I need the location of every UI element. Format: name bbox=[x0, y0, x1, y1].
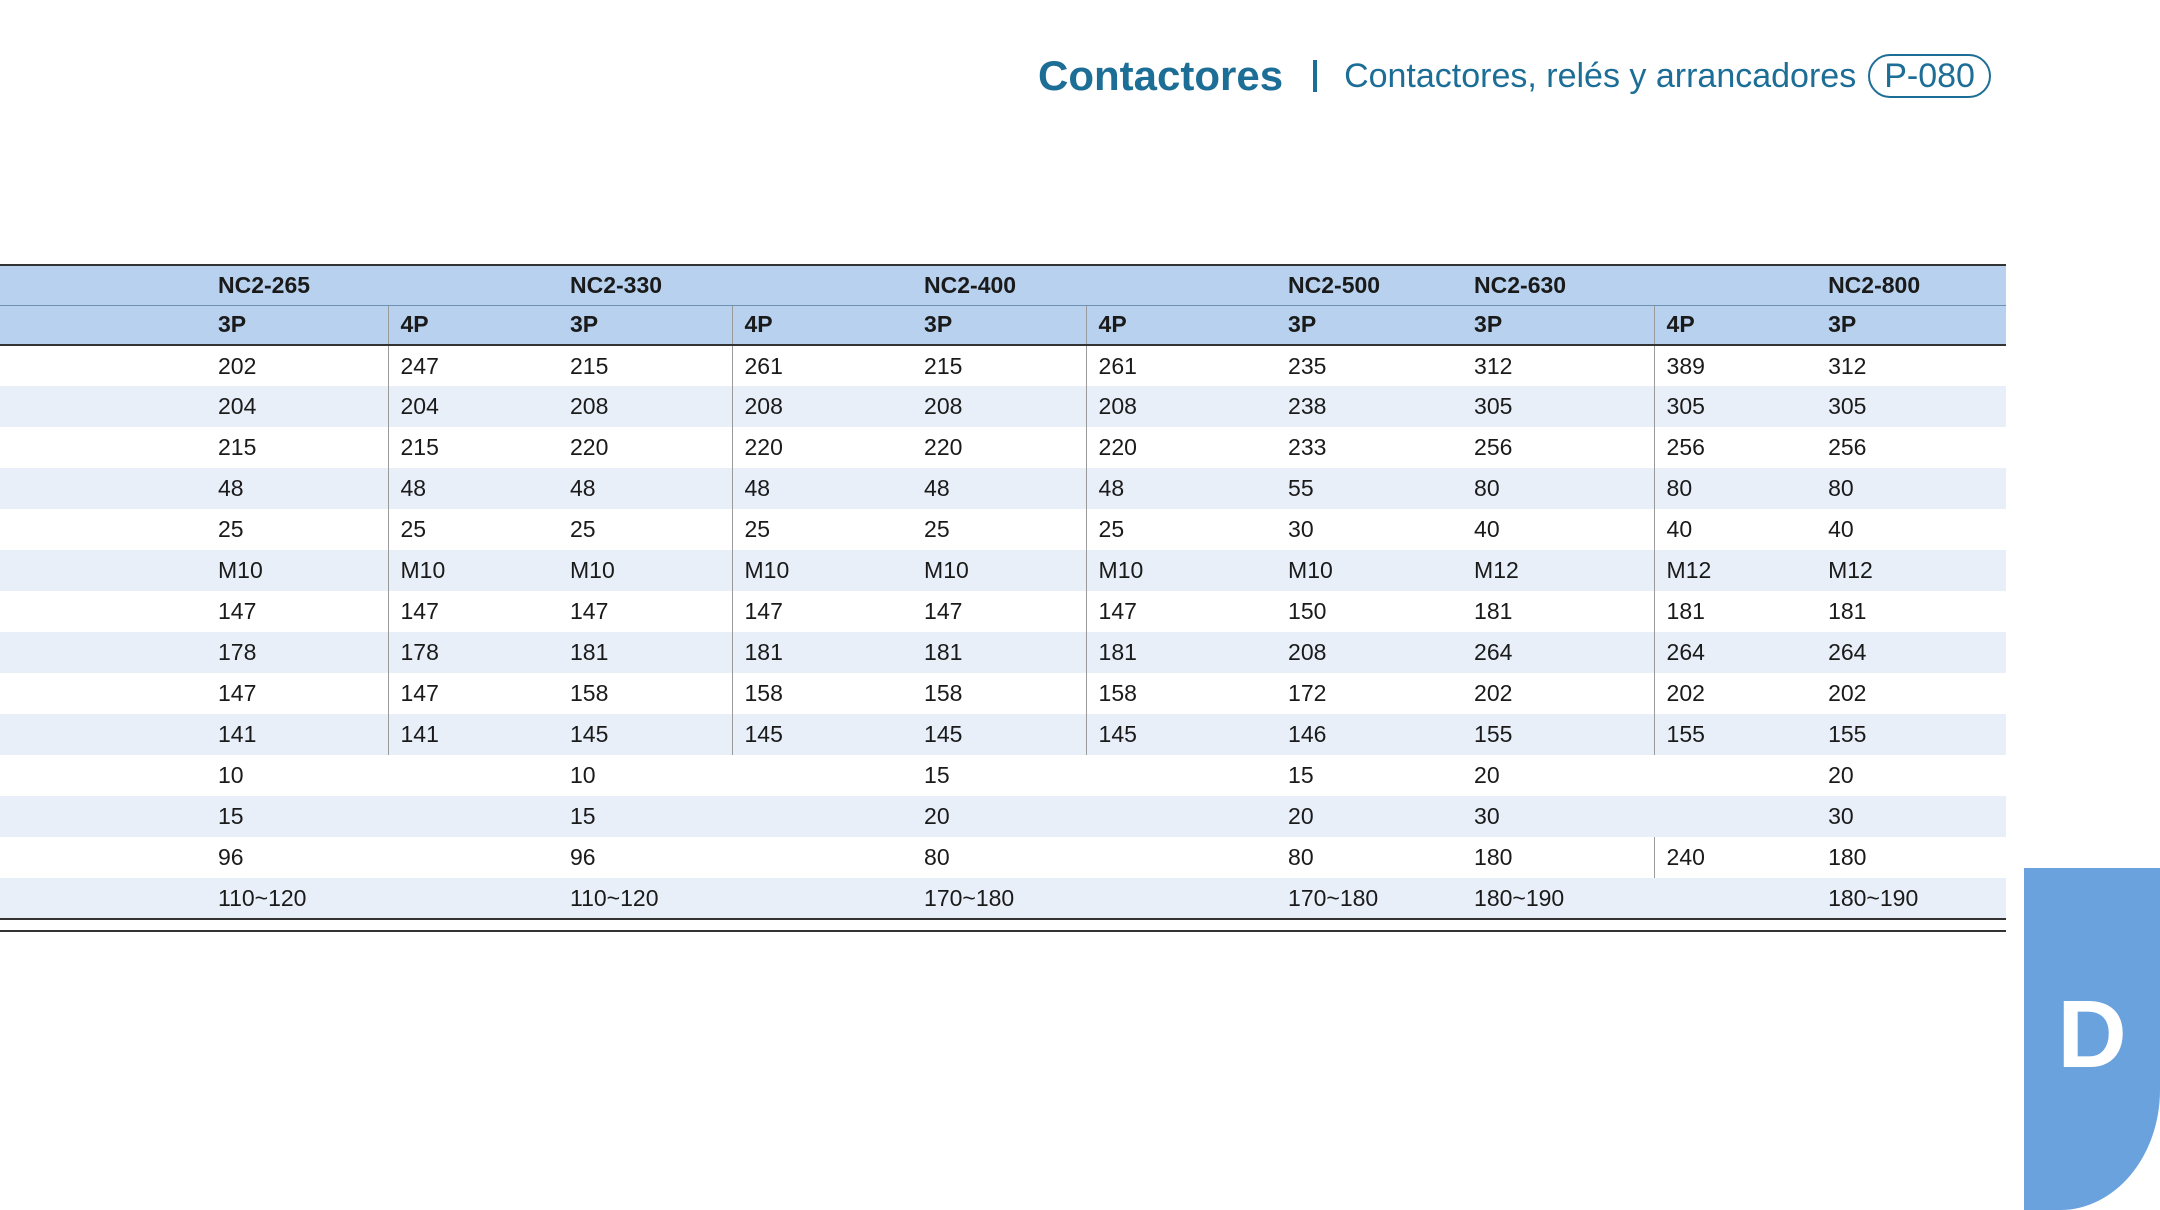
table-cell: 48 bbox=[912, 468, 1086, 509]
table-cell: 202 bbox=[1462, 673, 1654, 714]
table-row bbox=[0, 550, 2006, 591]
table-cell: 261 bbox=[1098, 352, 1137, 379]
table-cell: 20 bbox=[1276, 796, 1462, 837]
table-cell: 305 bbox=[1462, 386, 1654, 427]
table-cell: 208 bbox=[912, 386, 1086, 427]
table-cell: 20 bbox=[912, 796, 1276, 837]
table-cell: 147 bbox=[400, 680, 439, 706]
table-cell: 158 bbox=[558, 673, 732, 714]
table-cell: 220 bbox=[912, 427, 1086, 468]
table-cell: 158 bbox=[744, 680, 783, 706]
table-cell: 147 bbox=[558, 591, 732, 632]
table-cell: 155 bbox=[1462, 714, 1654, 755]
table-cell: 30 bbox=[1288, 516, 1314, 542]
table-cell: 202 bbox=[206, 345, 388, 386]
table-cell: 208 bbox=[1086, 386, 1276, 427]
table-cell: 80 bbox=[924, 844, 950, 870]
table-cell: 305 bbox=[1654, 386, 1816, 427]
table-cell: 40 bbox=[1462, 509, 1654, 550]
table-row bbox=[0, 345, 2006, 386]
table-cell: 312 bbox=[1828, 352, 1867, 379]
table-cell: M12 bbox=[1462, 550, 1654, 591]
table-row-merged-2 bbox=[0, 796, 2006, 837]
table-cell: 215 bbox=[206, 427, 388, 468]
table-cell: 240 bbox=[1666, 844, 1705, 870]
poles-header: 3P bbox=[1462, 305, 1654, 345]
table-cell: 202 bbox=[1828, 680, 1867, 706]
table-cell: 147 bbox=[1098, 598, 1137, 624]
table-row bbox=[0, 427, 2006, 468]
table-cell: 208 bbox=[1276, 632, 1462, 673]
table-cell: 40 bbox=[1666, 516, 1693, 542]
table-cell: 150 bbox=[1288, 598, 1327, 624]
table-cell: M12 bbox=[1816, 550, 2006, 591]
table-cell: 204 bbox=[388, 386, 558, 427]
poles-header: 3P bbox=[1816, 305, 2006, 345]
table-cell: 233 bbox=[1288, 434, 1327, 460]
table-cell: 181 bbox=[558, 632, 732, 673]
table-cell: 15 bbox=[206, 796, 558, 837]
table-cell: 256 bbox=[1828, 434, 1867, 460]
table-cell: 141 bbox=[388, 714, 558, 755]
poles-header: 4P bbox=[1086, 305, 1276, 345]
table-cell: 215 bbox=[558, 345, 732, 386]
poles-header: 3P bbox=[558, 305, 732, 345]
table-cell: 181 bbox=[912, 632, 1086, 673]
table-cell: 25 bbox=[558, 509, 732, 550]
model-header-row bbox=[0, 265, 2006, 305]
table-cell: 261 bbox=[744, 352, 783, 379]
table-cell: 110~120 bbox=[558, 878, 912, 919]
table-cell: M12 bbox=[1654, 550, 1816, 591]
model-header-nc2-630: NC2-630 bbox=[1462, 265, 1816, 305]
table-cell: 15 bbox=[924, 762, 950, 788]
table-cell: 180~190 bbox=[1462, 878, 1816, 919]
table-cell: 208 bbox=[558, 386, 732, 427]
page-subtitle: Contactores, relés y arrancadores bbox=[1344, 56, 1857, 95]
table-cell: 96 bbox=[570, 844, 596, 870]
table-cell: 20 bbox=[1474, 762, 1500, 788]
table-cell: 215 bbox=[912, 345, 1086, 386]
table-row bbox=[0, 468, 2006, 509]
poles-header-row bbox=[0, 305, 2006, 345]
table-cell: 25 bbox=[206, 509, 388, 550]
table-cell: 158 bbox=[1098, 680, 1137, 706]
table-cell: 215 bbox=[400, 434, 439, 460]
table-cell: 48 bbox=[206, 468, 388, 509]
table-cell: 180 bbox=[1462, 837, 1654, 878]
table-cell: M10 bbox=[1276, 550, 1462, 591]
table-row-96 bbox=[0, 837, 2006, 878]
poles-header: 4P bbox=[1654, 305, 1816, 345]
table-cell: 155 bbox=[1654, 714, 1816, 755]
table-cell: 55 bbox=[1276, 468, 1462, 509]
table-cell: 312 bbox=[1462, 345, 1654, 386]
title-separator bbox=[1313, 60, 1317, 92]
table-cell: 110~120 bbox=[206, 878, 558, 919]
table-cell: M10 bbox=[558, 550, 732, 591]
table-cell: 147 bbox=[206, 673, 388, 714]
section-tab-letter: D bbox=[2057, 981, 2127, 1088]
table-cell: 172 bbox=[1288, 680, 1327, 706]
poles-header: 4P bbox=[732, 305, 912, 345]
table-cell: 264 bbox=[1816, 632, 2006, 673]
table-cell: M10 bbox=[912, 550, 1086, 591]
table-cell: 48 bbox=[732, 468, 912, 509]
table-cell: 181 bbox=[1086, 632, 1276, 673]
table-cell: 178 bbox=[206, 632, 388, 673]
table-cell: 220 bbox=[558, 427, 732, 468]
table-cell: 48 bbox=[558, 468, 732, 509]
table-cell: M10 bbox=[732, 550, 912, 591]
table-cell: 202 bbox=[1666, 680, 1705, 706]
table-cell: 158 bbox=[912, 673, 1086, 714]
table-cell: 204 bbox=[206, 386, 388, 427]
table-cell: 147 bbox=[912, 591, 1086, 632]
page-header bbox=[1038, 46, 1991, 106]
page-code-badge: P-080 bbox=[1868, 54, 1991, 98]
specs-table bbox=[0, 264, 2006, 920]
table-cell: 220 bbox=[1098, 434, 1137, 460]
table-cell: 181 bbox=[1462, 591, 1654, 632]
table-cell: 25 bbox=[1098, 516, 1125, 542]
table-cell: M10 bbox=[388, 550, 558, 591]
table-cell: 146 bbox=[1276, 714, 1462, 755]
table-row bbox=[0, 632, 2006, 673]
table-cell: 147 bbox=[744, 598, 783, 624]
table-cell: 10 bbox=[218, 762, 244, 788]
table-cell: 25 bbox=[744, 516, 771, 542]
table-cell: 145 bbox=[558, 714, 732, 755]
table-cell: 141 bbox=[206, 714, 388, 755]
table-cell: 145 bbox=[1086, 714, 1276, 755]
table-cell: 256 bbox=[1666, 434, 1705, 460]
table-cell: 25 bbox=[400, 516, 427, 542]
table-cell: 145 bbox=[732, 714, 912, 755]
table-cell: 15 bbox=[558, 796, 912, 837]
table-cell: 15 bbox=[1288, 762, 1314, 788]
table-cell: 147 bbox=[400, 598, 439, 624]
table-row bbox=[0, 673, 2006, 714]
table-cell: 170~180 bbox=[1276, 878, 1462, 919]
poles-header: 3P bbox=[1276, 305, 1462, 345]
table-row bbox=[0, 509, 2006, 550]
table-cell: 30 bbox=[1816, 796, 2006, 837]
table-cell: 235 bbox=[1288, 352, 1327, 379]
poles-header: 3P bbox=[912, 305, 1086, 345]
table-cell: 170~180 bbox=[912, 878, 1276, 919]
table-cell: 48 bbox=[388, 468, 558, 509]
table-cell: M10 bbox=[1086, 550, 1276, 591]
model-header-nc2-800: NC2-800 bbox=[1816, 265, 2006, 305]
poles-header: 3P bbox=[206, 305, 388, 345]
table-row bbox=[0, 714, 2006, 755]
table-cell: 178 bbox=[388, 632, 558, 673]
table-cell: 180 bbox=[1828, 844, 1867, 870]
model-header-nc2-265: NC2-265 bbox=[206, 265, 558, 305]
page-title: Contactores bbox=[1038, 52, 1284, 99]
table-bottom-rule bbox=[0, 930, 2006, 932]
model-header-nc2-400: NC2-400 bbox=[912, 265, 1276, 305]
table-cell: 181 bbox=[732, 632, 912, 673]
table-cell: 247 bbox=[400, 352, 439, 379]
poles-header: 4P bbox=[388, 305, 558, 345]
table-cell: 25 bbox=[912, 509, 1086, 550]
table-row bbox=[0, 386, 2006, 427]
table-cell: 80 bbox=[1654, 468, 1816, 509]
table-cell: 96 bbox=[218, 844, 244, 870]
table-cell: 80 bbox=[1288, 844, 1314, 870]
table-cell: 305 bbox=[1816, 386, 2006, 427]
table-cell: 264 bbox=[1462, 632, 1654, 673]
table-cell: 147 bbox=[206, 591, 388, 632]
table-row bbox=[0, 591, 2006, 632]
table-cell: 181 bbox=[1828, 598, 1867, 624]
table-cell: 80 bbox=[1462, 468, 1654, 509]
table-cell: 389 bbox=[1666, 352, 1705, 379]
table-cell: 48 bbox=[1086, 468, 1276, 509]
table-cell: 80 bbox=[1816, 468, 2006, 509]
table-cell: 208 bbox=[732, 386, 912, 427]
table-row-merged-1 bbox=[0, 755, 2006, 796]
model-header-nc2-330: NC2-330 bbox=[558, 265, 912, 305]
table-cell: 10 bbox=[570, 762, 596, 788]
table-cell: 40 bbox=[1828, 516, 1854, 542]
table-cell: 238 bbox=[1276, 386, 1462, 427]
table-row-last bbox=[0, 878, 2006, 919]
table-cell: 30 bbox=[1462, 796, 1816, 837]
table-cell: 256 bbox=[1462, 427, 1654, 468]
table-cell: M10 bbox=[206, 550, 388, 591]
table-cell: 264 bbox=[1654, 632, 1816, 673]
model-header-nc2-500: NC2-500 bbox=[1276, 265, 1462, 305]
table-cell: 20 bbox=[1828, 762, 1854, 788]
table-cell: 180~190 bbox=[1816, 878, 2006, 919]
table-cell: 155 bbox=[1816, 714, 2006, 755]
table-cell: 181 bbox=[1666, 598, 1705, 624]
table-cell: 220 bbox=[744, 434, 783, 460]
table-cell: 145 bbox=[912, 714, 1086, 755]
